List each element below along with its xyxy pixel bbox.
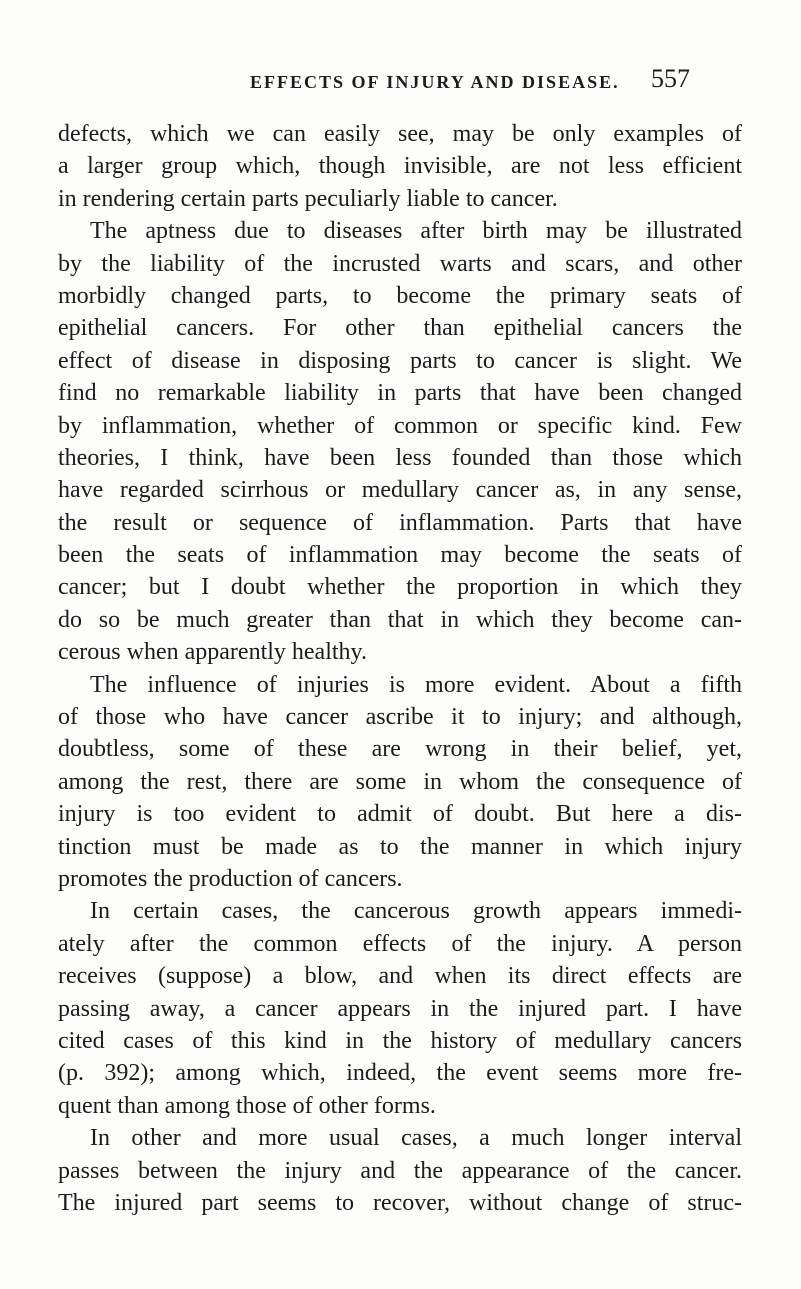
- body-text: [58, 118, 742, 1219]
- text-line: do so be much greater than that in which they become can-: [58, 606, 742, 633]
- text-line: in rendering certain parts peculiarly liable to cancer.: [58, 185, 558, 212]
- text-line: In other and more usual cases, a much longer interval: [90, 1125, 742, 1152]
- text-line: by the liability of the incrusted warts and scars, and other: [58, 250, 742, 277]
- text-line: cited cases of this kind in the history of medullary cancers: [58, 1027, 742, 1054]
- text-line: ately after the common effects of the injury. A person: [58, 930, 742, 957]
- text-line: theories, I think, have been less founded than those which: [58, 444, 742, 471]
- text-line: The injured part seems to recover, without change of struc-: [58, 1189, 742, 1216]
- text-line: passing away, a cancer appears in the injured part. I have: [58, 995, 742, 1022]
- text-line: promotes the production of cancers.: [58, 865, 403, 892]
- text-line: tinction must be made as to the manner in which injury: [58, 833, 742, 860]
- text-line: morbidly changed parts, to become the primary seats of: [58, 282, 742, 309]
- text-line: been the seats of inflammation may become the seats of: [58, 542, 742, 569]
- page-number: 557: [651, 64, 690, 93]
- text-line: of those who have cancer ascribe it to injury; and although,: [58, 704, 742, 731]
- text-line: a larger group which, though invisible, are not less efficient: [58, 153, 742, 180]
- text-line: cancer; but I doubt whether the proportion in which they: [58, 574, 742, 601]
- text-line: injury is too evident to admit of doubt. But here a dis-: [58, 801, 742, 828]
- text-line: doubtless, some of these are wrong in their belief, yet,: [58, 736, 742, 763]
- text-line: the result or sequence of inflammation. Parts that have: [58, 509, 742, 536]
- running-head: EFFECTS OF INJURY AND DISEASE.: [250, 72, 620, 92]
- text-line: defects, which we can easily see, may be only examples of: [58, 121, 742, 147]
- text-line: (p. 392); among which, indeed, the event seems more fre-: [58, 1060, 742, 1087]
- text-line: have regarded scirrhous or medullary cancer as, in any sense,: [58, 477, 742, 504]
- text-line: The influence of injuries is more evident. About a fifth: [90, 671, 742, 698]
- text-line: passes between the injury and the appearance of the cancer.: [58, 1157, 742, 1184]
- text-line: among the rest, there are some in whom the consequence of: [58, 768, 742, 795]
- text-line: by inflammation, whether of common or specific kind. Few: [58, 412, 742, 439]
- text-line: effect of disease in disposing parts to cancer is slight. We: [58, 347, 742, 374]
- text-line: In certain cases, the cancerous growth appears immedi-: [90, 898, 742, 925]
- text-line: find no remarkable liability in parts that have been changed: [58, 380, 742, 407]
- text-line: cerous when apparently healthy.: [58, 639, 367, 666]
- text-line: The aptness due to diseases after birth may be illustrated: [90, 218, 742, 245]
- text-line: receives (suppose) a blow, and when its direct effects are: [58, 963, 742, 990]
- text-line: quent than among those of other forms.: [58, 1092, 436, 1119]
- text-line: epithelial cancers. For other than epithelial cancers the: [58, 315, 742, 342]
